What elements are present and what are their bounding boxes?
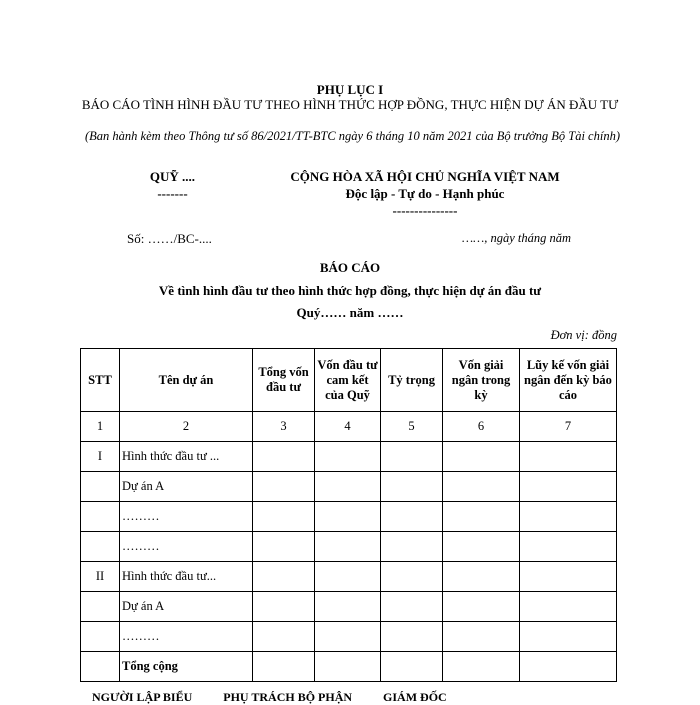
motto-dash: ---------------	[392, 203, 458, 218]
stt-cell	[81, 472, 120, 502]
stt-cell	[81, 532, 120, 562]
total-label: Tổng cộng	[120, 652, 253, 682]
report-subject: Về tình hình đầu tư theo hình thức hợp đồng, thực hiện dự án đầu tư	[158, 283, 542, 298]
country-name: CỘNG HÒA XÃ HỘI CHỦ NGHĨA VIỆT NAM	[290, 169, 560, 184]
col-header-total-capital: Tổng vốn đầu tư	[253, 349, 315, 412]
index-cell: 7	[520, 412, 617, 442]
project-name-cell: ………	[120, 532, 253, 562]
index-cell: 3	[253, 412, 315, 442]
col-header-committed-capital: Vốn đầu tư cam kết của Quỹ	[315, 349, 381, 412]
issued-note: (Ban hành kèm theo Thông tư số 86/2021/TT-BTC ngày 6 tháng 10 năm 2021 của Bộ trưởng Bộ Tài chính)	[85, 129, 620, 143]
stt-cell: II	[81, 562, 120, 592]
project-name-cell: Hình thức đầu tư...	[120, 562, 253, 592]
project-name-cell: ………	[120, 622, 253, 652]
total-row	[81, 652, 617, 682]
national-heading	[265, 168, 585, 219]
col-header-ratio: Tỷ trọng	[381, 349, 443, 412]
table-row	[81, 532, 617, 562]
project-name-cell: ………	[120, 502, 253, 532]
stt-cell: I	[81, 442, 120, 472]
appendix-label: PHỤ LỤC I	[316, 82, 384, 97]
index-cell: 5	[381, 412, 443, 442]
table-row	[81, 622, 617, 652]
index-cell: 1	[81, 412, 120, 442]
table-row	[81, 442, 617, 472]
project-name-cell: Hình thức đầu tư ...	[120, 442, 253, 472]
table-row	[81, 502, 617, 532]
table-row	[81, 592, 617, 622]
col-header-disbursed: Vốn giải ngân trong kỳ	[443, 349, 520, 412]
report-period: Quý…… năm ……	[296, 305, 404, 320]
project-name-cell: Dự án A	[120, 472, 253, 502]
col-header-cumulative: Lũy kế vốn giải ngân đến kỳ báo cáo	[520, 349, 617, 412]
unit-label: Đơn vị: đồng	[550, 328, 617, 342]
document-number: Số: ……/BC-....	[127, 231, 212, 246]
col-header-project-name: Tên dự án	[120, 349, 253, 412]
table-row	[81, 562, 617, 592]
index-row	[81, 412, 617, 442]
col-header-stt: STT	[81, 349, 120, 412]
stt-cell	[81, 502, 120, 532]
fund-block	[125, 168, 220, 202]
signer-department-head: PHỤ TRÁCH BỘ PHẬN	[223, 690, 353, 704]
project-name-cell: Dự án A	[120, 592, 253, 622]
fund-name: QUỸ ....	[149, 169, 196, 184]
stt-cell	[81, 592, 120, 622]
national-motto: Độc lập - Tự do - Hạnh phúc	[345, 186, 505, 201]
report-title: BÁO CÁO	[319, 260, 381, 275]
table-row	[81, 472, 617, 502]
signer-preparer: NGƯỜI LẬP BIỂU	[92, 690, 193, 704]
appendix-title: BÁO CÁO TÌNH HÌNH ĐẦU TƯ THEO HÌNH THỨC HỢP ĐỒNG, THỰC HIỆN DỰ ÁN ĐẦU TƯ	[81, 97, 619, 112]
index-cell: 6	[443, 412, 520, 442]
signer-director: GIÁM ĐỐC	[383, 690, 447, 704]
signature-row	[92, 690, 475, 705]
document-date: ……, ngày tháng năm	[462, 231, 572, 245]
investment-table	[80, 348, 617, 682]
index-cell: 2	[120, 412, 253, 442]
index-cell: 4	[315, 412, 381, 442]
fund-dash: -------	[157, 186, 188, 201]
header-row	[81, 349, 617, 412]
stt-cell	[81, 622, 120, 652]
